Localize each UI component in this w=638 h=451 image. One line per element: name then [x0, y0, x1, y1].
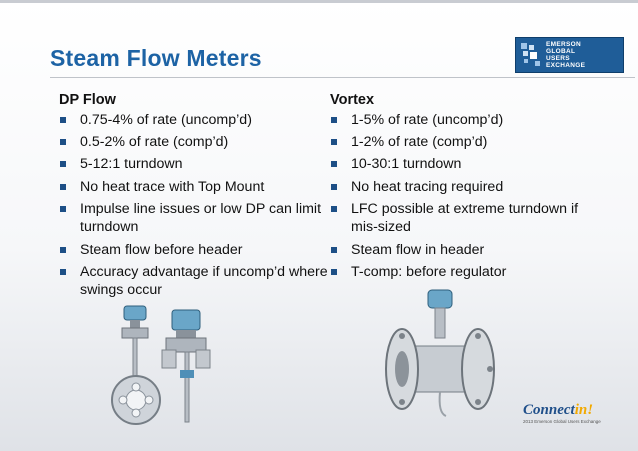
list-item-text: 5-12:1 turndown	[80, 156, 183, 173]
bullet-icon	[331, 247, 337, 253]
bullet-icon	[331, 269, 337, 275]
footer-tagline: 2013 Emerson Global Users Exchange	[523, 419, 601, 424]
bullet-icon	[331, 161, 337, 167]
list-item-text: 1-2% of rate (comp’d)	[351, 134, 488, 151]
list-item-text: LFC possible at extreme turndown if mis-sized	[351, 200, 579, 236]
globe-icon	[516, 38, 546, 72]
dp-flow-column	[59, 92, 329, 304]
bullet-icon	[60, 161, 66, 167]
vortex-heading: Vortex	[330, 92, 375, 108]
list-item-text: No heat trace with Top Mount	[80, 178, 265, 195]
list-item	[59, 241, 329, 260]
bullet-icon	[60, 184, 66, 190]
list-item	[330, 200, 600, 237]
list-item-text: 1-5% of rate (uncomp’d)	[351, 112, 504, 128]
list-item	[59, 133, 329, 152]
list-item	[59, 263, 329, 300]
bullet-icon	[60, 117, 66, 123]
list-item	[330, 241, 600, 260]
dp-flow-meter-image	[92, 300, 232, 430]
list-item	[330, 263, 600, 282]
list-item	[59, 200, 329, 237]
logo-line: EMERSON	[546, 40, 581, 48]
list-item-text: Steam flow before header	[80, 241, 243, 258]
dp-flow-list	[59, 111, 329, 300]
logo-line: EXCHANGE	[546, 62, 586, 70]
bullet-icon	[60, 206, 66, 212]
dp-flow-heading: DP Flow	[59, 92, 116, 108]
list-item	[59, 155, 329, 174]
list-item-text: 10-30:1 turndown	[351, 156, 462, 173]
list-item	[330, 133, 600, 152]
list-item-text: 0.5-2% of rate (comp’d)	[80, 134, 229, 151]
footer-brand-highlight: in!	[574, 402, 594, 418]
bullet-icon	[331, 117, 337, 123]
list-item	[59, 178, 329, 197]
bullet-icon	[60, 139, 66, 145]
connect-in-logo	[523, 402, 623, 428]
top-rule	[0, 0, 638, 3]
bullet-icon	[331, 139, 337, 145]
logo-line: USERS	[546, 55, 570, 62]
list-item-text: No heat tracing required	[351, 178, 504, 195]
list-item-text: Impulse line issues or low DP can limit turndown	[80, 200, 322, 236]
list-item	[330, 178, 600, 197]
bullet-icon	[60, 247, 66, 253]
logo-line: GLOBAL	[546, 47, 576, 55]
list-item-text: Accuracy advantage if uncomp’d where swings occur	[80, 263, 328, 299]
bullet-icon	[60, 269, 66, 275]
list-item-text: 0.75-4% of rate (uncomp’d)	[80, 112, 252, 128]
vortex-meter-image	[380, 288, 500, 423]
vortex-list	[330, 111, 600, 281]
list-item-text: T-comp: before regulator	[351, 263, 507, 280]
slide-title: Steam Flow Meters	[50, 45, 262, 71]
list-item	[330, 155, 600, 174]
list-item	[59, 111, 329, 130]
bullet-icon	[331, 184, 337, 190]
bullet-icon	[331, 206, 337, 212]
list-item-text: Steam flow in header	[351, 241, 485, 258]
list-item	[330, 111, 600, 130]
footer-brand: Connect	[523, 402, 575, 418]
emerson-logo	[515, 37, 624, 73]
vortex-column	[330, 92, 600, 285]
title-divider	[50, 77, 635, 78]
